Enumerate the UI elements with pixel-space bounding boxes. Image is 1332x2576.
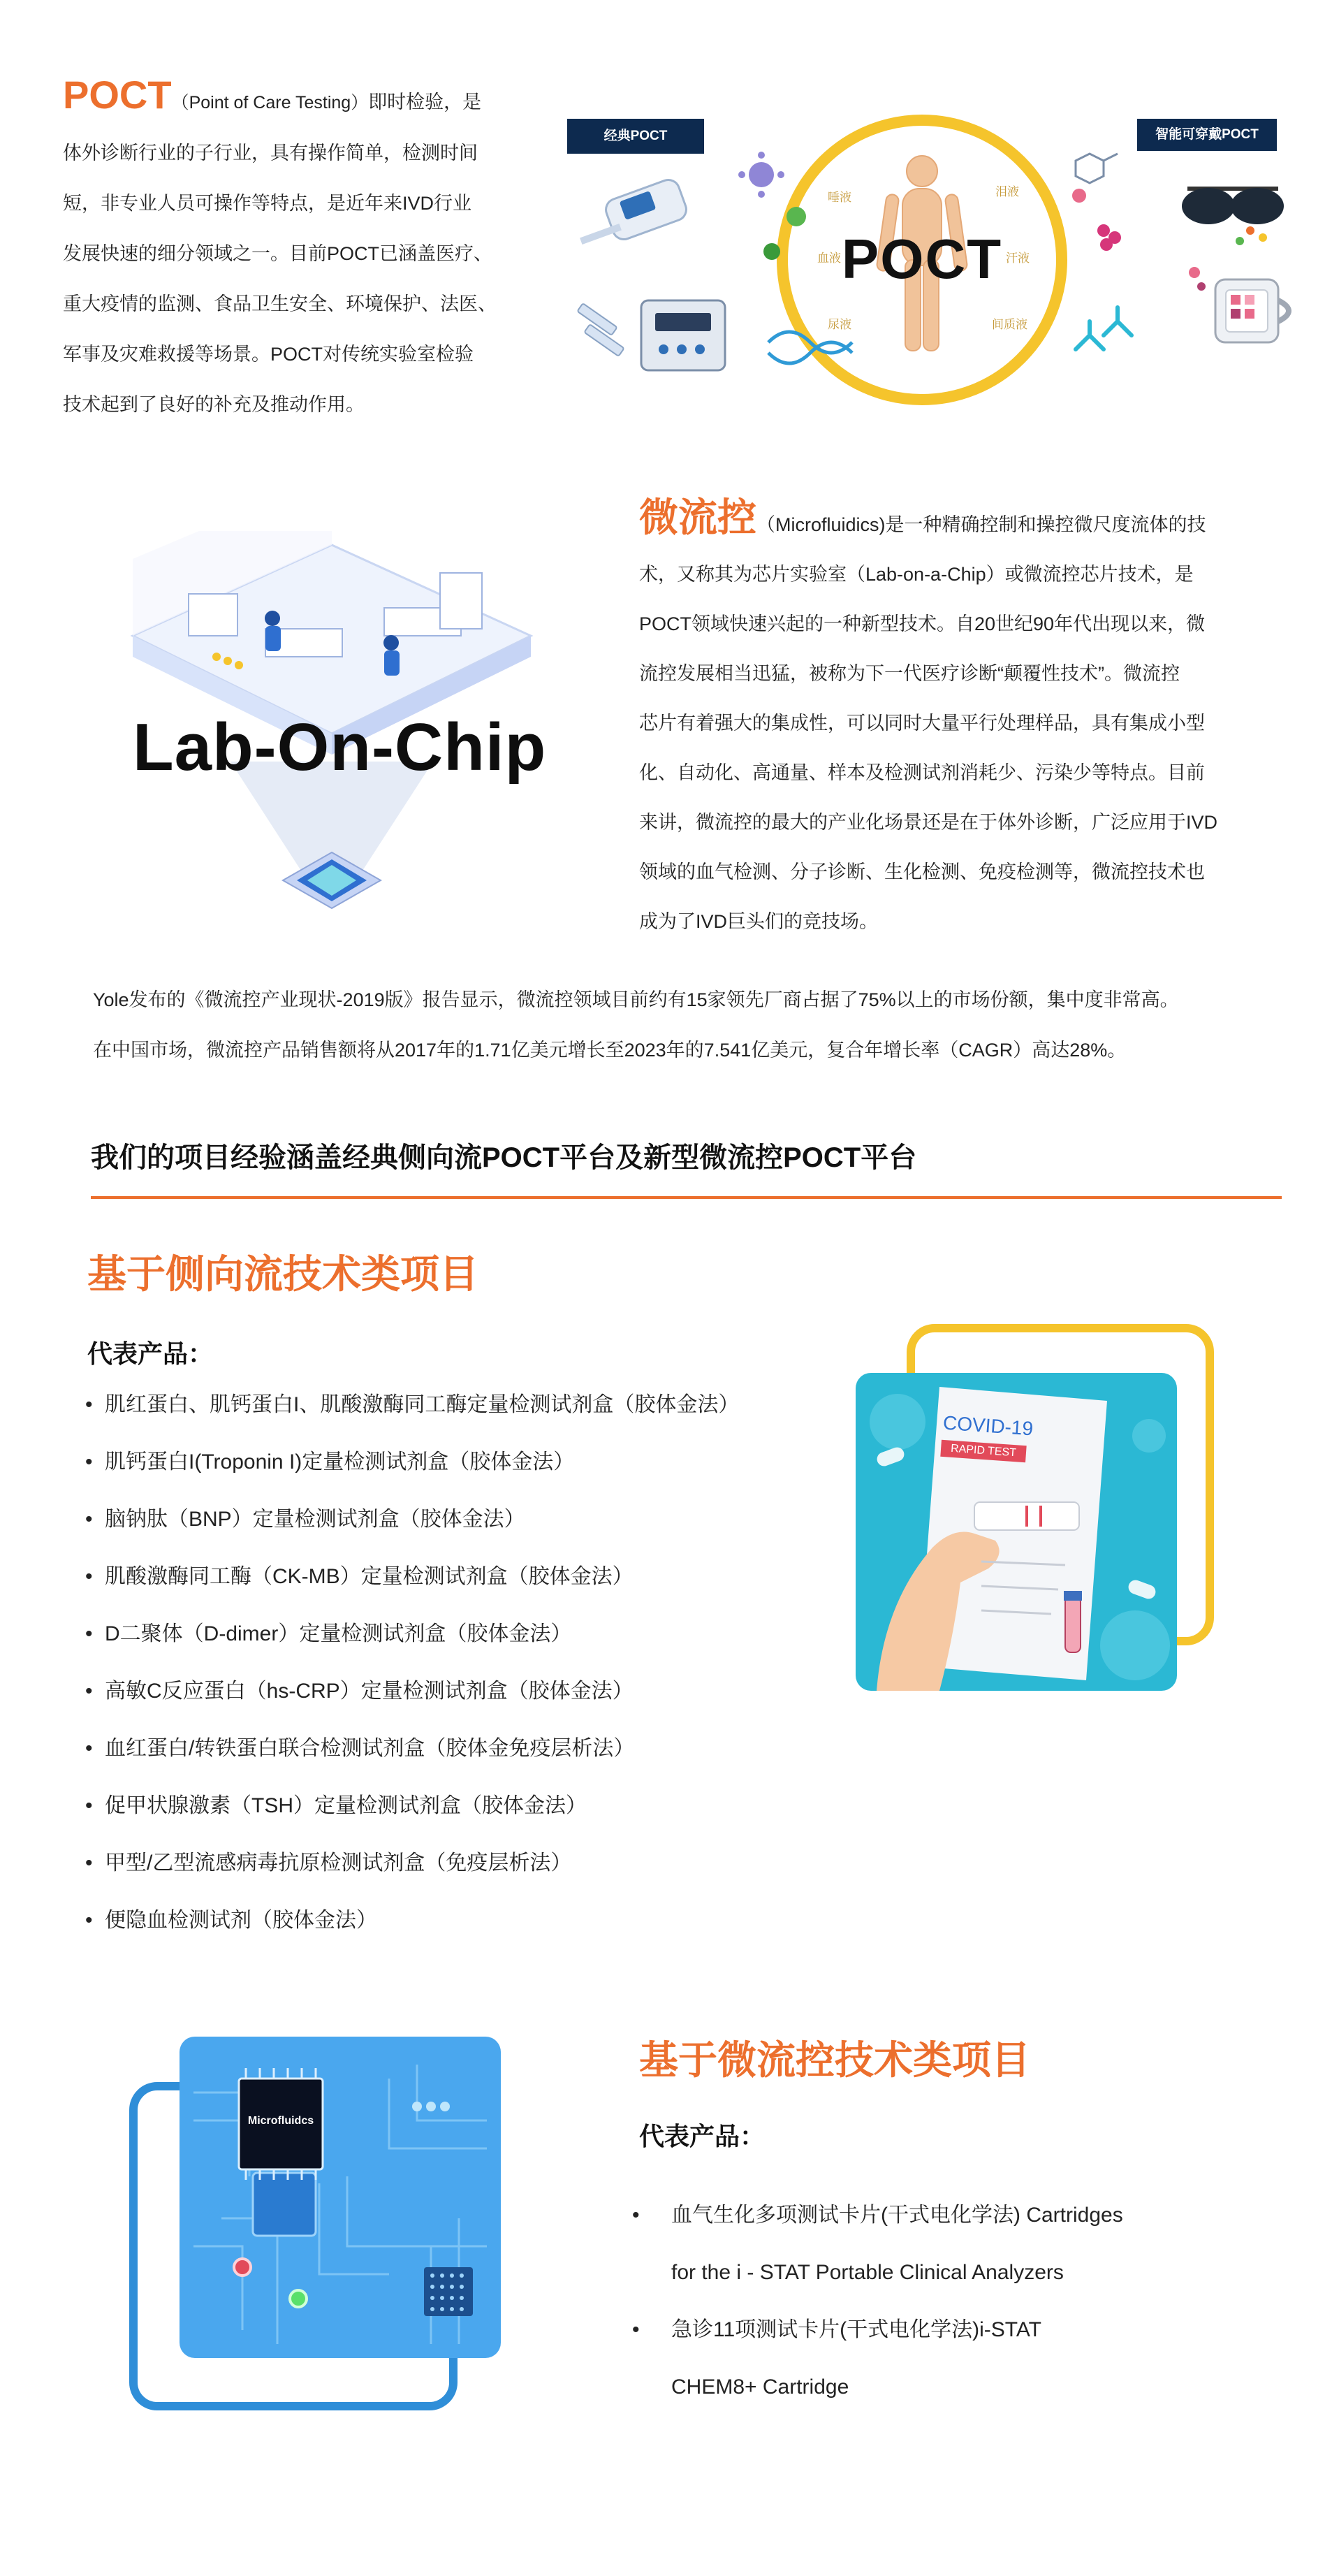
antibody-icon <box>1076 307 1132 349</box>
list-item <box>632 2187 1282 2301</box>
smart-glasses-icon <box>1182 188 1284 245</box>
poct-line-3: 发展快速的细分领域之一。目前POCT已涵盖医疗、 <box>63 243 493 264</box>
lateral-flow-list <box>85 1376 874 1949</box>
poct-title: POCT <box>63 73 172 117</box>
bullet: • <box>85 1851 93 1875</box>
label-blood: 血液 <box>817 252 841 265</box>
bullet: • <box>632 2204 640 2227</box>
poct-line-1: 体外诊断行业的子行业，具有操作简单，检测时间 <box>63 143 478 163</box>
yole-report <box>93 975 1294 1075</box>
teal-card-bg <box>856 1373 1177 1691</box>
bullet: • <box>85 1565 93 1588</box>
bullet: • <box>85 1622 93 1645</box>
item-text: 血红蛋白/转铁蛋白联合检测试剂盒（胶体金免疫层析法） <box>105 1737 635 1760</box>
bullet: • <box>85 1794 93 1817</box>
list-item <box>85 1720 874 1777</box>
bullet: • <box>632 2318 640 2341</box>
item-line-1: 急诊11项测试卡片(干式电化学法)i-STAT <box>671 2318 1041 2341</box>
label-sweat: 汗液 <box>1006 252 1030 265</box>
microfluidics-chip-illustration <box>129 2037 506 2428</box>
wearable-poct-label: 智能可穿戴POCT <box>1137 119 1277 151</box>
micro-line-8: 成为了IVD巨头们的竞技场。 <box>639 911 879 932</box>
microfluidics-projects-subtitle: 代表产品： <box>639 2122 766 2151</box>
poct-illustration <box>559 112 1292 412</box>
yole-line-1: 在中国市场，微流控产品销售额将从2017年的1.71亿美元增长至2023年的7.541亿美元，复合年增长率（CAGR）高达28%。 <box>93 1040 1127 1061</box>
poct-intro <box>63 70 545 430</box>
poct-paren: （Point of Care Testing） <box>171 93 369 112</box>
microfluidics-title: 微流控 <box>639 495 756 539</box>
item-text: 肌红蛋白、肌钙蛋白I、肌酸激酶同工酶定量检测试剂盒（胶体金法） <box>105 1393 740 1416</box>
micro-line-5: 化、自动化、高通量、样本及检测试剂消耗少、污染少等特点。目前 <box>639 762 1205 783</box>
microfluidics-projects-list <box>632 2187 1282 2416</box>
glucometer-icon <box>580 177 689 245</box>
micro-line-7: 领域的血气检测、分子诊断、生化检测、免疫检测等，微流控技术也 <box>639 861 1205 882</box>
item-line-1: 血气生化多项测试卡片(干式电化学法) Cartridges <box>671 2204 1123 2227</box>
analyzer-icon <box>641 300 725 370</box>
bullet: • <box>85 1508 93 1531</box>
item-text: 肌酸激酶同工酶（CK-MB）定量检测试剂盒（胶体金法） <box>105 1565 634 1588</box>
micro-line-0: （Microfluidics)是一种精确控制和操控微尺度流体的技 <box>756 514 1206 535</box>
poct-line-4: 重大疫情的监测、食品卫生安全、环境保护、法医、 <box>63 293 497 314</box>
item-text: 脑钠肽（BNP）定量检测试剂盒（胶体金法） <box>105 1508 525 1531</box>
label-urine: 尿液 <box>828 318 851 331</box>
micro-line-2: POCT领域快速兴起的一种新型技术。自20世纪90年代出现以来，微 <box>639 613 1206 634</box>
covid-test-illustration <box>856 1324 1236 1698</box>
label-saliva: 唾液 <box>828 191 851 204</box>
bullet: • <box>85 1450 93 1473</box>
bullet: • <box>85 1909 93 1932</box>
micro-line-0-wrap <box>639 493 1282 550</box>
microfluidics-intro <box>639 493 1282 947</box>
label-tears: 泪液 <box>995 185 1019 198</box>
lab-on-chip-label: Lab-On-Chip <box>133 710 547 785</box>
yole-line-0: Yole发布的《微流控产业现状-2019版》报告显示，微流控领域目前约有15家领先厂商占据了75%以上的市场份额，集中度非常高。 <box>93 989 1179 1010</box>
list-item <box>85 1892 874 1949</box>
microfluidics-projects-title: 基于微流控技术类项目 <box>639 2038 1030 2082</box>
cell-cluster-icon <box>1097 224 1121 251</box>
list-item <box>632 2301 1282 2416</box>
item-text: 甲型/乙型流感病毒抗原检测试剂盒（免疫层析法） <box>105 1851 572 1875</box>
bullet: • <box>85 1737 93 1760</box>
bullet: • <box>85 1393 93 1416</box>
circuit-svg <box>180 2037 501 2358</box>
poct-intro-line-0 <box>63 70 545 128</box>
classic-poct-label: 经典POCT <box>567 119 704 154</box>
item-text: 便隐血检测试剂（胶体金法） <box>105 1909 377 1932</box>
bullet: • <box>85 1680 93 1703</box>
list-item <box>85 1663 874 1720</box>
lab-on-chip-illustration <box>105 531 559 922</box>
summary-heading: 我们的项目经验涵盖经典侧向流POCT平台及新型微流控POCT平台 <box>91 1142 917 1173</box>
lateral-flow-subtitle: 代表产品： <box>87 1339 214 1368</box>
item-line-2: CHEM8+ Cartridge <box>671 2375 849 2399</box>
poct-line-5: 军事及灾难救援等场景。POCT对传统实验室检验 <box>63 344 474 365</box>
poct-line-0: 即时检验，是 <box>368 92 482 112</box>
label-interstitial: 间质液 <box>992 318 1027 331</box>
item-text: 高敏C反应蛋白（hs-CRP）定量检测试剂盒（胶体金法） <box>105 1680 634 1703</box>
molecule-icon <box>1076 154 1118 183</box>
virus-icon-small <box>1072 189 1086 203</box>
item-text: 肌钙蛋白I(Troponin I)定量检测试剂盒（胶体金法） <box>105 1450 575 1473</box>
micro-line-1: 术，又称其为芯片实验室（Lab-on-a-Chip）或微流控芯片技术，是 <box>639 564 1194 585</box>
poct-line-2: 短，非专业人员可操作等特点，是近年来IVD行业 <box>63 193 472 214</box>
item-line-2: for the i - STAT Portable Clinical Analyzers <box>671 2261 1064 2284</box>
microfluidics-chip-label: Microfluidcs <box>247 2115 314 2127</box>
list-item <box>85 1835 874 1892</box>
list-item <box>85 1376 874 1434</box>
lateral-flow-title: 基于侧向流技术类项目 <box>87 1252 478 1296</box>
poct-line-6: 技术起到了良好的补充及推动作用。 <box>63 394 365 415</box>
list-item <box>85 1548 874 1606</box>
item-text: 促甲状腺激素（TSH）定量检测试剂盒（胶体金法） <box>105 1794 587 1817</box>
covid-card-title: COVID-19 <box>942 1411 1034 1440</box>
list-item <box>85 1434 874 1491</box>
poct-center-text: POCT <box>841 228 1003 290</box>
micro-line-6: 来讲，微流控的最大的产业化场景还是在于体外诊断，广泛应用于IVD <box>639 812 1218 833</box>
list-item <box>85 1606 874 1663</box>
item-text: D二聚体（D-dimer）定量检测试剂盒（胶体金法） <box>105 1622 572 1645</box>
smart-watch-icon <box>1189 267 1289 342</box>
virus-icon <box>738 152 784 198</box>
covid-card-tag: RAPID TEST <box>940 1440 1026 1462</box>
micro-line-3: 流控发展相当迅猛，被称为下一代医疗诊断“颠覆性技术”。微流控 <box>639 663 1180 684</box>
micro-line-4: 芯片有着强大的集成性，可以同时大量平行处理样品，具有集成小型 <box>639 713 1205 734</box>
circuit-board <box>180 2037 501 2358</box>
list-item <box>85 1491 874 1548</box>
test-strips-icon <box>577 303 624 356</box>
summary-divider <box>91 1196 1282 1199</box>
list-item <box>85 1777 874 1835</box>
